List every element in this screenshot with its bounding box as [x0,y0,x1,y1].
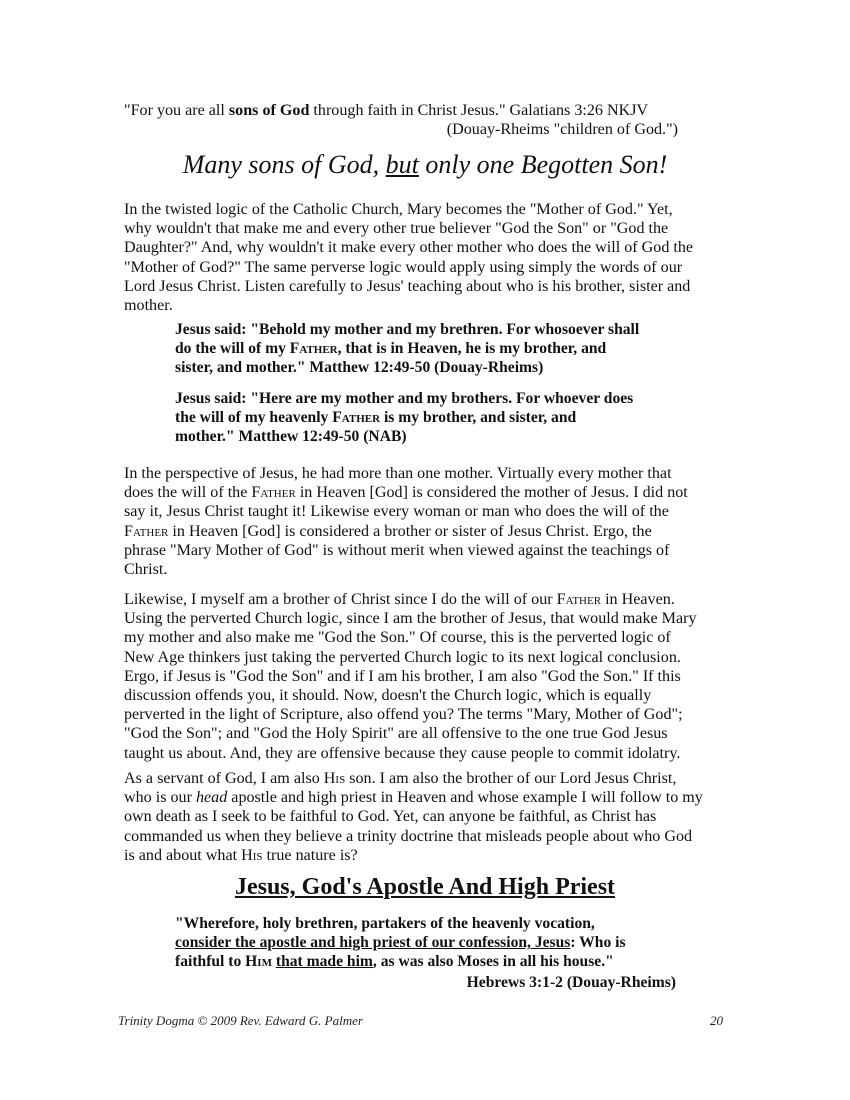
epigraph-pre: "For you are all [124,102,229,119]
paragraph-line: say it, Jesus Christ taught it! Likewise every woman or man who does the will of the [124,503,669,521]
text: who is our [124,789,196,807]
quote-text: do the will of my [175,340,290,358]
text: in Heaven [God] is considered a brother or sister of Jesus Christ. Ergo, the [168,522,652,540]
quote-hebrews [175,914,695,972]
paragraph-line: phrase "Mary Mother of God" is without merit when viewed against the teachings of [124,541,670,559]
smallcaps-text: Father [124,522,169,540]
quote-line [175,933,695,952]
paragraph-line [124,846,734,865]
quote-text: , that is in Heaven, he is my brother, and [337,340,607,358]
paragraph-line: Using the perverted Church logic, since I am the brother of Jesus, that would make Mary [124,610,697,628]
quote-line: sister, and mother." Matthew 12:49-50 (Douay-Rheims) [175,359,544,377]
text: Likewise, I myself am a brother of Christ since I do the will of our [124,591,557,608]
quote-line: Jesus said: "Here are my mother and my brothers. For whoever does [175,390,634,407]
quote-smallcaps: Father [289,340,338,358]
paragraph-1 [124,200,734,315]
quote-douay-rheims [175,320,695,378]
paragraph-line: In the twisted logic of the Catholic Church, Mary becomes the "Mother of God." Yet, [124,201,673,218]
paragraph-line: Ergo, if Jesus is "God the Son" and if I am his brother, I am also "God the Son." If this [124,667,681,685]
paragraph-line: "Mother of God?" The same perverse logic would apply using simply the words of our [124,258,683,276]
quote-line [175,408,695,427]
epigraph-verse [124,101,648,120]
subtitle-underlined: but [385,150,419,179]
paragraph-line [124,769,734,788]
paragraph-line: why wouldn't that make me and every other true believer "God the Son" or "God the [124,220,669,238]
paragraph-line [124,788,734,807]
paragraph-line: my mother and also make me "God the Son." Of course, this is the perverted logic of [124,629,671,647]
epigraph-note: (Douay-Rheims "children of God.") [446,121,678,138]
smallcaps-text: His [323,770,346,787]
epigraph-post: through faith in Christ Jesus." Galatians 3:26 NKJV [309,102,649,119]
footer-text: Trinity Dogma © 2009 Rev. Edward G. Palmer [118,1013,363,1028]
paragraph-3 [124,590,734,763]
text: in Heaven. [601,591,675,608]
text: in Heaven [God] is considered the mother of Jesus. I did not [295,484,688,502]
paragraph-line: Christ. [124,561,168,579]
page-number: 20 [710,1013,723,1028]
section-heading: Jesus, God's Apostle And High Priest [234,874,616,900]
quote-line: "Wherefore, holy brethren, partakers of the heavenly vocation, [175,915,595,932]
paragraph-line: commanded us when they believe a trinity doctrine that misleads people about who God [124,827,693,845]
paragraph-line: "God the Son"; and "God the Holy Spirit" are all offensive to the one true God Jesus [124,725,668,743]
text: apostle and high priest in Heaven and whose example I will follow to my [227,789,703,807]
quote-text: the will of my heavenly [175,409,333,427]
quote-text: , as was also Moses in all his house." [372,953,614,971]
paragraph-line: taught us about. And, they are offensive because they cause people to commit idolatry. [124,744,681,762]
underlined-text: consider the apostle and high priest of our confession, Jesus [175,934,571,952]
quote-line: Jesus said: "Behold my mother and my brethren. For whosoever shall [175,321,640,338]
quote-citation: Hebrews 3:1-2 (Douay-Rheims) [466,974,676,991]
quote-line: mother." Matthew 12:49-50 (NAB) [175,428,407,446]
paragraph-line: Daughter?" And, why wouldn't it make every other mother who does the will of God the [124,239,694,257]
paragraph-2 [124,464,734,579]
text: does the will of the [124,484,252,502]
paragraph-line: mother. [124,297,173,315]
paragraph-line [124,590,734,609]
smallcaps-text: Father [556,591,602,608]
subtitle-pre: Many sons of God, [182,150,386,179]
quote-nab [175,389,695,447]
paragraph-4 [124,769,734,865]
quote-smallcaps: Father [332,409,381,427]
paragraph-line: New Age thinkers just taking the perverted Church logic to its next logical conclusion. [124,648,681,666]
smallcaps-text: Father [251,484,296,502]
quote-text: faithful to [175,953,246,971]
paragraph-line: own death as I seek to be faithful to God. Yet, can anyone be faithful, as Christ has [124,808,657,826]
paragraph-line [124,483,734,502]
underlined-text: that made him [275,953,373,971]
text: is and about what [124,846,242,864]
quote-text: is my brother, and sister, and [380,409,577,427]
text: true nature is? [262,846,358,864]
text: As a servant of God, I am also [124,770,324,787]
paragraph-line: discussion offends you, it should. Now, doesn't the Church logic, which is equally [124,687,652,705]
epigraph-bold: sons of God [228,102,310,119]
paragraph-line: Lord Jesus Christ. Listen carefully to Jesus' teaching about who is his brother, sister and [124,277,691,295]
paragraph-line: In the perspective of Jesus, he had more than one mother. Virtually every mother that [124,465,672,482]
paragraph-line: perverted in the light of Scripture, also offend you? The terms "Mary, Mother of God"; [124,706,683,724]
paragraph-line [124,522,734,541]
quote-text: : Who is [570,934,626,952]
quote-line [175,952,695,971]
subtitle [0,150,850,180]
subtitle-post: only one Begotten Son! [418,150,668,179]
italic-text: head [195,789,228,807]
text: son. I am also the brother of our Lord Jesus Christ, [345,770,677,787]
quote-smallcaps: Him [245,953,272,971]
smallcaps-text: His [241,846,263,864]
quote-line [175,339,695,358]
